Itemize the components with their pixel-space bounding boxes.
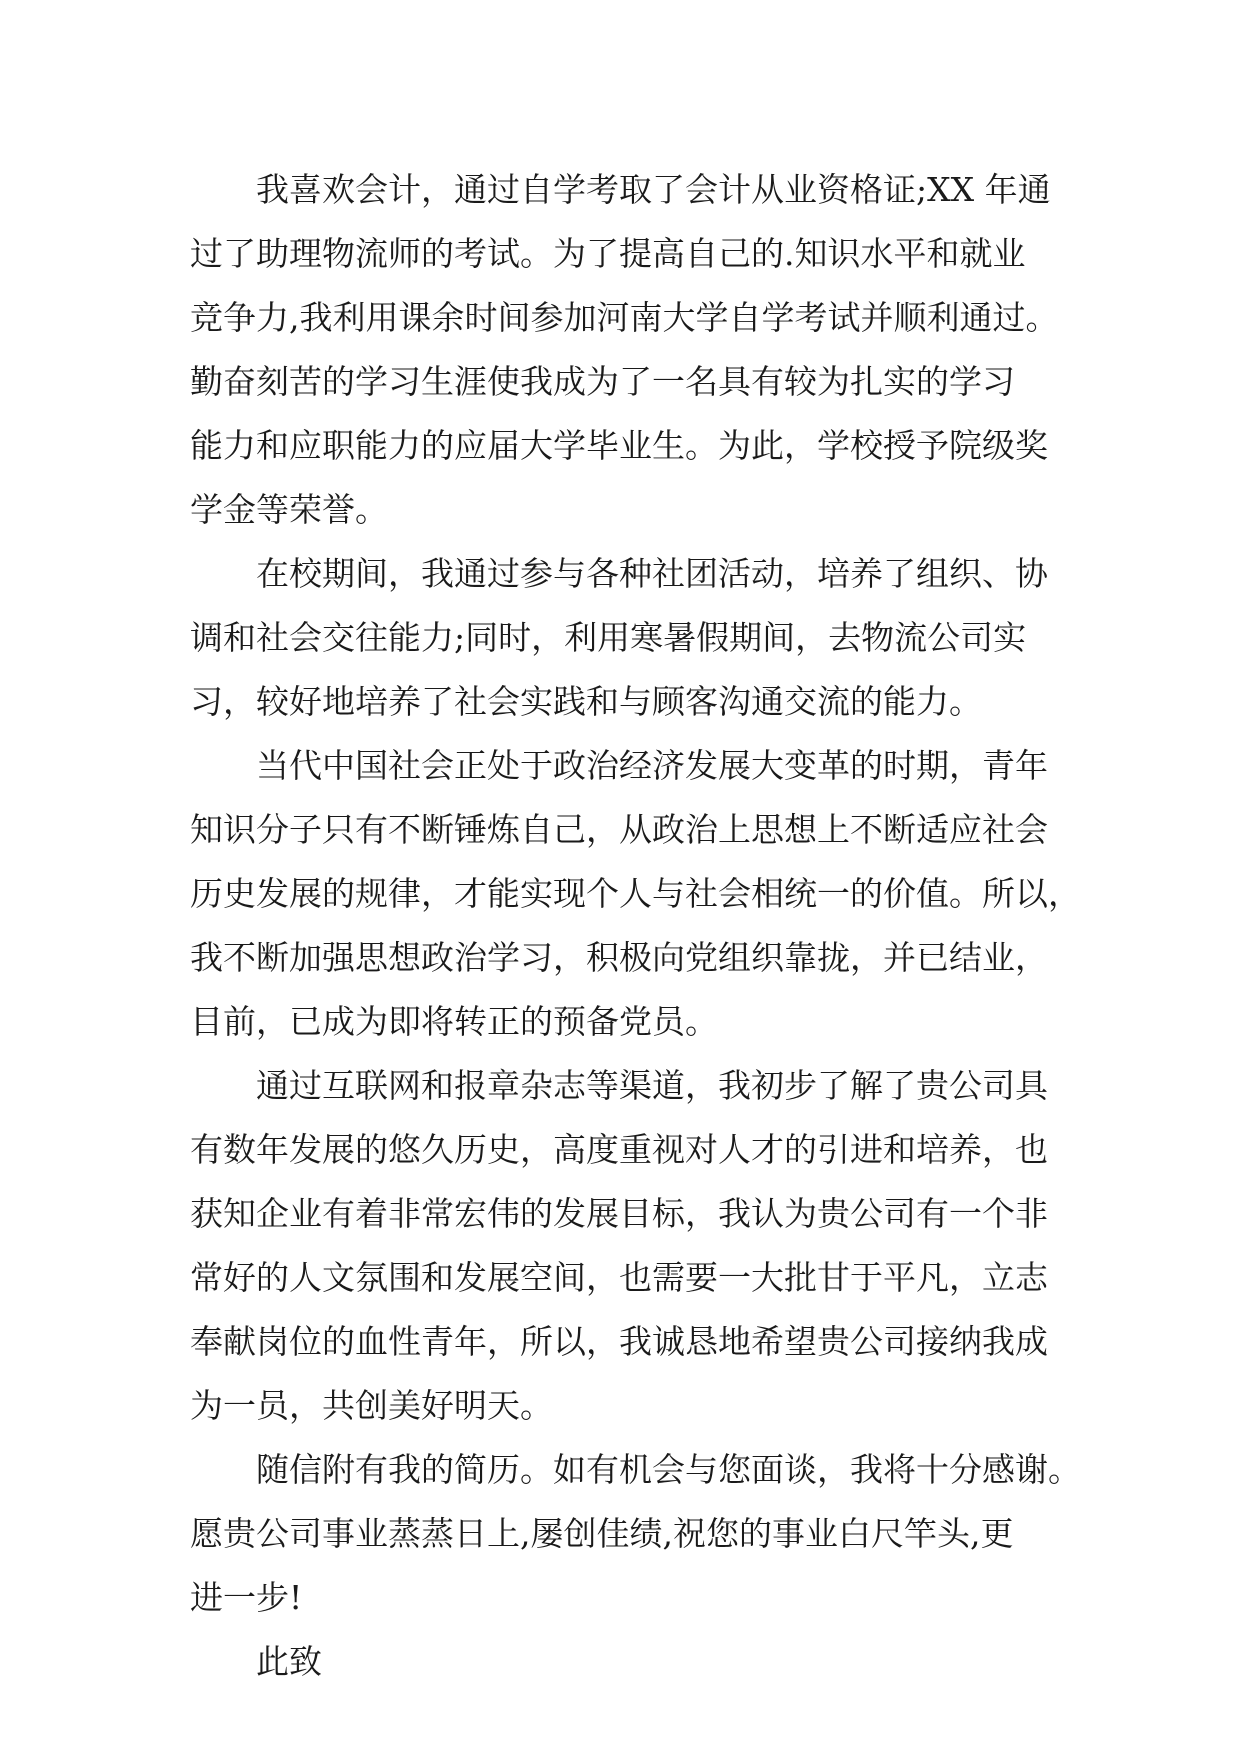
text-line: 获知企业有着非常宏伟的发展目标，我认为贵公司有一个非 xyxy=(190,1194,1048,1233)
text-line: 有数年发展的悠久历史，高度重视对人才的引进和培养，也 xyxy=(190,1130,1048,1169)
text-line: 通过互联网和报章杂志等渠道，我初步了解了贵公司具 xyxy=(256,1066,1048,1105)
text-line: 进一步! xyxy=(190,1578,303,1617)
text-line: 习，较好地培养了社会实践和与顾客沟通交流的能力。 xyxy=(190,682,982,721)
text-line: 能力和应职能力的应届大学毕业生。为此，学校授予院级奖 xyxy=(190,426,1048,465)
text-line: 目前，已成为即将转正的预备党员。 xyxy=(190,1002,718,1041)
text-line: 知识分子只有不断锤炼自己，从政治上思想上不断适应社会 xyxy=(190,810,1048,849)
text-line: 在校期间，我通过参与各种社团活动，培养了组织、协 xyxy=(256,554,1048,593)
paragraph-1 xyxy=(190,158,1090,542)
text-line: 我不断加强思想政治学习，积极向党组织靠拢，并已结业， xyxy=(190,938,1048,977)
letter-body xyxy=(190,158,1090,1694)
closing-salutation xyxy=(190,1630,1090,1694)
text-line: 勤奋刻苦的学习生涯使我成为了一名具有较为扎实的学习 xyxy=(190,362,1015,401)
text-line: 奉献岗位的血性青年，所以，我诚恳地希望贵公司接纳我成 xyxy=(190,1322,1048,1361)
paragraph-2 xyxy=(190,542,1090,734)
text-line: 随信附有我的简历。如有机会与您面谈，我将十分感谢。 xyxy=(256,1450,1081,1489)
text-line: 常好的人文氛围和发展空间，也需要一大批甘于平凡，立志 xyxy=(190,1258,1048,1297)
text-line: 我喜欢会计，通过自学考取了会计从业资格证;XX 年通 xyxy=(256,170,1051,209)
text-line: 历史发展的规律，才能实现个人与社会相统一的价值。所以， xyxy=(190,874,1081,913)
paragraph-5 xyxy=(190,1438,1090,1630)
text-line: 此致 xyxy=(256,1642,322,1681)
text-line: 调和社会交往能力;同时，利用寒暑假期间，去物流公司实 xyxy=(190,618,1027,657)
text-line: 为一员，共创美好明天。 xyxy=(190,1386,553,1425)
text-line: 过了助理物流师的考试。为了提高自己的.知识水平和就业 xyxy=(190,234,1026,273)
text-line: 当代中国社会正处于政治经济发展大变革的时期，青年 xyxy=(256,746,1048,785)
paragraph-3 xyxy=(190,734,1090,1054)
text-line: 学金等荣誉。 xyxy=(190,490,388,529)
paragraph-4 xyxy=(190,1054,1090,1438)
text-line: 愿贵公司事业蒸蒸日上,屡创佳绩,祝您的事业白尺竿头,更 xyxy=(190,1514,1014,1553)
text-line: 竞争力,我利用课余时间参加河南大学自学考试并顺利通过。 xyxy=(190,298,1059,337)
